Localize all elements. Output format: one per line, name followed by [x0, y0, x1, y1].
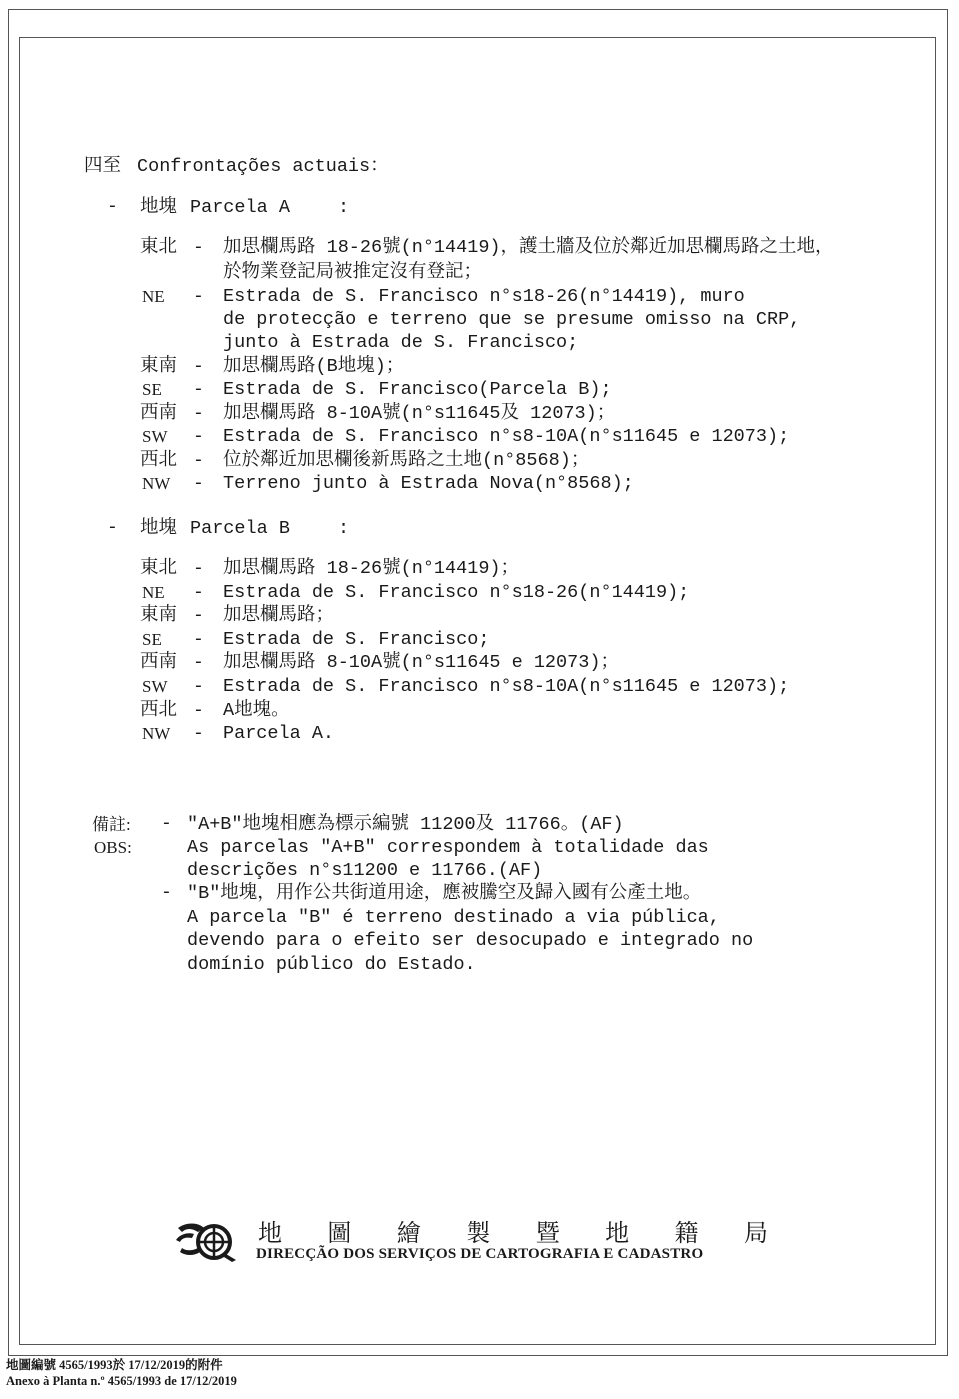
parcel-b-text-ne-zh: 加思欄馬路 18-26號(n°14419)；: [223, 558, 520, 579]
parcel-b-colon: :: [338, 518, 350, 539]
parcel-a-dash: -: [193, 287, 204, 307]
note-1-line-3: descrições n°s11200 e 11766.(AF): [187, 860, 543, 881]
parcel-a-text-nw-zh: 位於鄰近加思欄後新馬路之土地(n°8568)；: [223, 450, 590, 471]
parcel-b-dash: -: [193, 653, 204, 673]
agency-char: 籍: [674, 1219, 699, 1247]
parcel-b-dir-se: SE: [142, 630, 162, 649]
parcel-a-dir-se: SE: [142, 380, 162, 399]
agency-name-zh: [258, 1219, 768, 1247]
parcel-b-dash: -: [193, 606, 204, 626]
parcel-b-dir-sw: SW: [142, 677, 168, 696]
parcel-b-dir-se-zh: 東南: [140, 605, 178, 626]
parcel-a-text-sw: Estrada de S. Francisco n°s8-10A(n°s11645 e 12073);: [223, 426, 790, 447]
parcel-a-colon: :: [338, 197, 350, 218]
parcel-a-dash: -: [193, 238, 204, 258]
parcel-b-text-ne: Estrada de S. Francisco n°s18-26(n°14419);: [223, 582, 690, 603]
parcel-b-dash: -: [193, 677, 204, 697]
annex-reference-zh: 地圖編號 4565/1993於 17/12/2019的附件: [6, 1358, 223, 1372]
parcel-a-dir-nw-zh: 西北: [140, 450, 178, 471]
parcel-a-dash: -: [193, 427, 204, 447]
parcel-a-text-ne-2: de protecção e terreno que se presume omisso na CRP,: [223, 309, 801, 330]
parcel-a-text-ne-zh-1: 加思欄馬路 18-26號(n°14419)，護土牆及位於鄰近加思欄馬路之土地，: [223, 237, 834, 258]
agency-char: 繪: [396, 1219, 421, 1247]
parcel-a-dash: -: [193, 404, 204, 424]
parcel-b-text-sw: Estrada de S. Francisco n°s8-10A(n°s11645 e 12073);: [223, 676, 790, 697]
dscc-emblem-icon: [174, 1218, 244, 1264]
note-2-line-1: "B"地塊，用作公共街道用途，應被騰空及歸入國有公產土地。: [187, 883, 702, 904]
agency-char: 地: [605, 1219, 630, 1247]
note-dash: -: [161, 883, 172, 903]
parcel-b-dash: -: [193, 630, 204, 650]
parcel-a-text-nw: Terreno junto à Estrada Nova(n°8568);: [223, 473, 634, 494]
agency-char: 圖: [327, 1219, 352, 1247]
parcel-a-dir-ne: NE: [142, 287, 165, 306]
parcel-b-text-se: Estrada de S. Francisco;: [223, 629, 490, 650]
parcel-b-bullet: -: [107, 518, 118, 538]
parcel-b-dir-ne-zh: 東北: [140, 558, 178, 579]
agency-name-pt: DIRECÇÃO DOS SERVIÇOS DE CARTOGRAFIA E CADASTRO: [256, 1246, 704, 1262]
parcel-a-dir-nw: NW: [142, 474, 171, 493]
agency-char: 暨: [535, 1219, 560, 1247]
agency-char: 地: [258, 1219, 282, 1247]
parcel-b-dash: -: [193, 583, 204, 603]
parcel-b-text-nw: Parcela A.: [223, 723, 335, 744]
parcel-a-dash: -: [193, 474, 204, 494]
note-dash: -: [161, 814, 172, 834]
parcel-a-title-pt: Parcela A: [190, 197, 290, 218]
parcel-a-dash: -: [193, 357, 204, 377]
parcel-a-text-ne-3: junto à Estrada de S. Francisco;: [223, 332, 579, 353]
parcel-a-text-sw-zh: 加思欄馬路 8-10A號(n°s11645及 12073)；: [223, 403, 616, 424]
parcel-b-dash: -: [193, 701, 204, 721]
parcel-b-text-nw-zh: A地塊。: [223, 700, 290, 721]
annex-reference-pt: Anexo à Planta n.º 4565/1993 de 17/12/2019: [6, 1374, 237, 1388]
parcel-b-dash: -: [193, 559, 204, 579]
parcel-a-text-se: Estrada de S. Francisco(Parcela B);: [223, 379, 612, 400]
note-2-line-3: devendo para o efeito ser desocupado e integrado no: [187, 930, 754, 951]
parcel-a-dash: -: [193, 451, 204, 471]
notes-label-pt: OBS:: [94, 838, 132, 857]
parcel-b-dir-ne: NE: [142, 583, 165, 602]
parcel-b-dir-sw-zh: 西南: [140, 652, 178, 673]
parcel-a-title-zh: 地塊: [140, 197, 178, 218]
note-1-line-2: As parcelas "A+B" correspondem à totalidade das: [187, 837, 709, 858]
parcel-b-dash: -: [193, 724, 204, 744]
note-1-line-1: "A+B"地塊相應為標示編號 11200及 11766。(AF): [187, 814, 624, 835]
note-2-line-2: A parcela "B" é terreno destinado a via pública,: [187, 907, 720, 928]
parcel-b-title-pt: Parcela B: [190, 518, 290, 539]
note-2-line-4: domínio público do Estado.: [187, 954, 476, 975]
parcel-b-dir-nw: NW: [142, 724, 171, 743]
notes-label-zh: 備註:: [92, 815, 131, 834]
parcel-a-bullet: -: [107, 197, 118, 217]
parcel-a-dir-sw: SW: [142, 427, 168, 446]
parcel-a-text-ne-zh-2: 於物業登記局被推定沒有登記；: [223, 262, 483, 283]
parcel-a-dir-ne-zh: 東北: [140, 237, 178, 258]
parcel-a-text-ne-1: Estrada de S. Francisco n°s18-26(n°14419), muro: [223, 286, 745, 307]
parcel-b-title-zh: 地塊: [140, 518, 178, 539]
parcel-a-dir-sw-zh: 西南: [140, 403, 178, 424]
section-title-zh: 四至: [84, 156, 122, 177]
agency-char: 製: [466, 1219, 491, 1247]
section-title-pt: Confrontações actuais：: [137, 156, 389, 177]
parcel-a-text-se-zh: 加思欄馬路(B地塊)；: [223, 356, 405, 377]
parcel-a-dir-se-zh: 東南: [140, 356, 178, 377]
parcel-b-text-sw-zh: 加思欄馬路 8-10A號(n°s11645 e 12073)；: [223, 652, 619, 673]
parcel-a-dash: -: [193, 380, 204, 400]
agency-char: 局: [743, 1219, 768, 1247]
parcel-b-text-se-zh: 加思欄馬路；: [223, 605, 335, 626]
parcel-b-dir-nw-zh: 西北: [140, 700, 178, 721]
